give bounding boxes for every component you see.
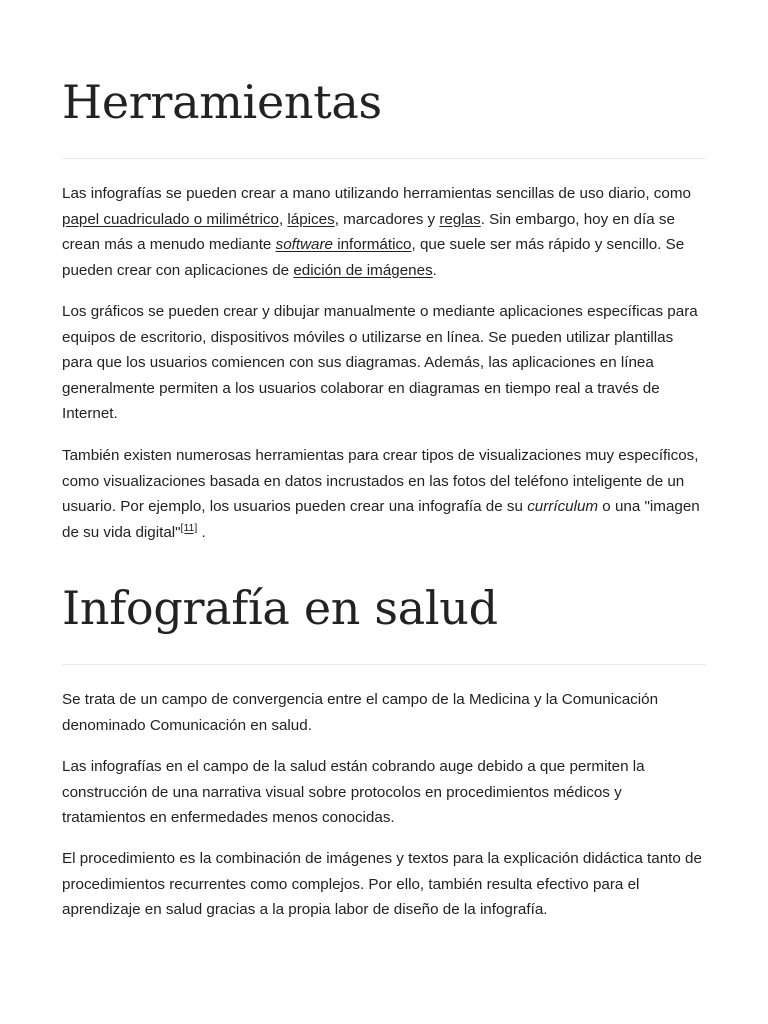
text: o una "imagen de su vida digital": [62, 498, 700, 541]
heading-divider: [62, 664, 706, 665]
section-heading-herramientas: Herramientas: [62, 75, 382, 129]
reference-link-11[interactable]: [11]: [180, 521, 198, 534]
paragraph-specific-tools: [62, 443, 706, 545]
paragraph-health-field: Se trata de un campo de convergencia entre el campo de la Medicina y la Comunicación denominado Comunicación en salud.: [62, 691, 659, 734]
link-papel-cuadriculado[interactable]: papel cuadriculado o milimétrico: [62, 210, 279, 228]
text: . Sin embargo, hoy en día se crean más a menudo mediante: [62, 210, 675, 253]
link-edicion-de-imagenes[interactable]: edición de imágenes: [293, 261, 433, 279]
text: Las infografías se pueden crear a mano utilizando herramientas sencillas de uso diario, como: [62, 185, 691, 202]
heading-divider: [62, 158, 706, 159]
paragraph-health-infographics: Las infografías en el campo de la salud están cobrando auge debido a que permiten la construcción de una narrativa visual sobre protocolos en procedimientos médicos y tratamientos en enfermedades menos conocidas.: [62, 758, 645, 826]
paragraph-graphics-tools: Los gráficos se pueden crear y dibujar manualmente o mediante aplicaciones específicas para equipos de escritorio, dispositivos móviles o utilizarse en línea. Se pueden utilizar plantillas para que los usuarios comiencen con sus diagramas. Además, las aplicaciones en línea generalmente permiten a los usuarios colaborar en diagramas en tiempo real a través de Internet.: [62, 303, 698, 422]
text: .: [197, 523, 206, 541]
section-heading-infografia-en-salud: Infografía en salud: [62, 581, 498, 635]
link-lapices[interactable]: lápices: [287, 210, 335, 228]
text: .: [432, 261, 437, 279]
link-software-rest: informático: [333, 236, 412, 253]
paragraph-tools-intro: [62, 181, 706, 283]
text-italic-curriculum: currículum: [527, 498, 599, 515]
text: ,: [278, 210, 288, 228]
text: , marcadores y: [334, 210, 440, 228]
link-software-italic: software: [275, 236, 333, 253]
link-software-informatico[interactable]: [276, 236, 412, 253]
paragraph-health-procedure: El procedimiento es la combinación de imágenes y textos para la explicación didáctica tanto de procedimientos recurrentes como complejos. Por ello, también resulta efectivo para el aprendizaje en salud gracias a la propia labor de diseño de la infografía.: [62, 850, 702, 918]
link-reglas[interactable]: reglas: [439, 210, 481, 228]
text: También existen numerosas herramientas para crear tipos de visualizaciones muy específicos, como visualizaciones basada en datos incrustados en las fotos del teléfono inteligente de un usuario. Por ejemplo, los usuarios pueden crear una infografía de su: [62, 447, 699, 515]
text: , que suele ser más rápido y sencillo. Se pueden crear con aplicaciones de: [62, 236, 685, 279]
